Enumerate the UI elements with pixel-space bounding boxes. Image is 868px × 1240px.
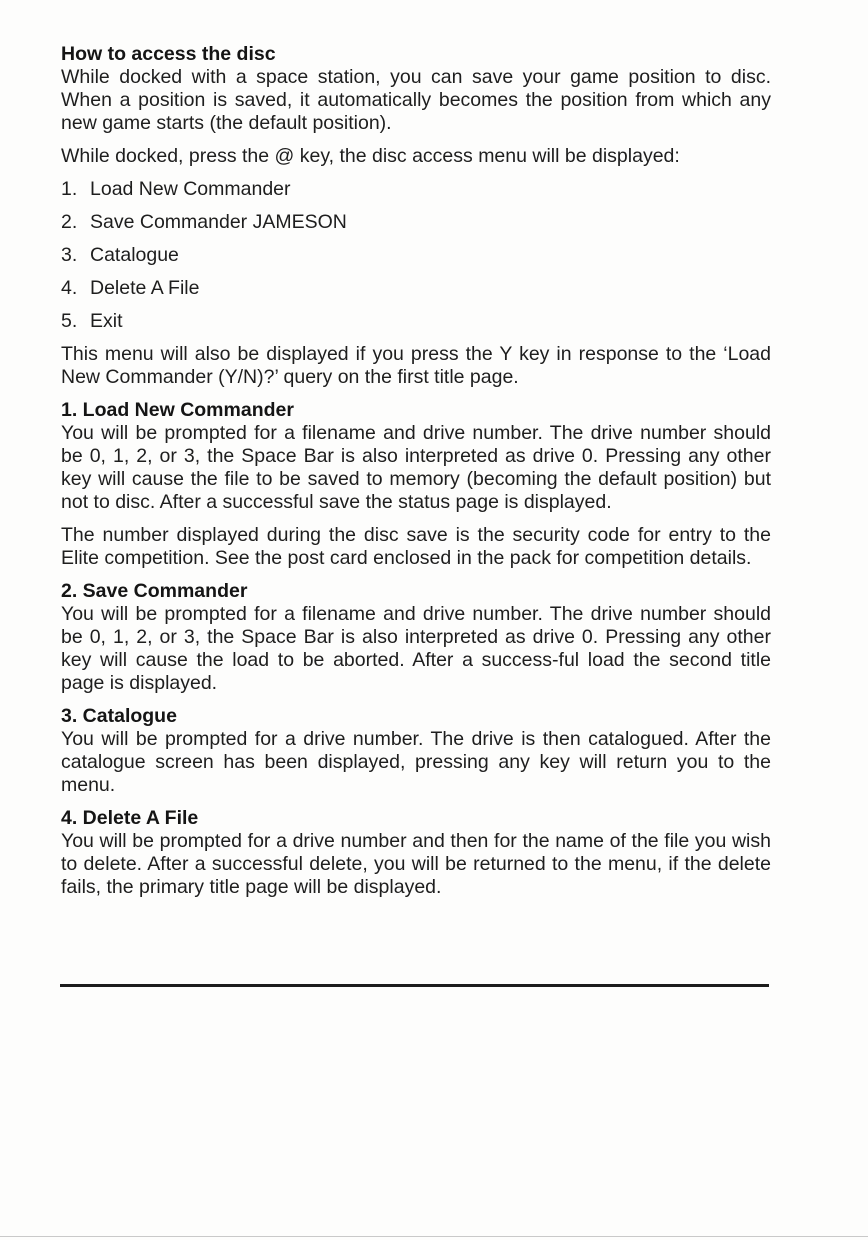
section-load-new-commander: [61, 399, 771, 570]
menu-item: [61, 244, 771, 267]
menu-item-number: 3.: [61, 244, 78, 266]
section-save-commander: [61, 580, 771, 695]
intro-heading: How to access the disc: [61, 43, 276, 65]
section-paragraph: The number displayed during the disc save is the security code for entry to the Elite competition. See the post card enclosed in the pack for competition details.: [61, 524, 771, 569]
section-heading: 4. Delete A File: [61, 807, 199, 829]
intro-instruction: While docked, press the @ key, the disc access menu will be displayed:: [61, 145, 680, 167]
intro-paragraph: While docked with a space station, you can save your game position to disc. When a position is saved, it automatically becomes the position from which any new game starts (the default position).: [61, 66, 771, 134]
menu-item: [61, 310, 771, 333]
menu-item: [61, 211, 771, 234]
disc-menu-list: [61, 178, 771, 333]
section-heading: 2. Save Commander: [61, 580, 248, 602]
horizontal-rule: [60, 984, 769, 987]
menu-item: [61, 178, 771, 201]
section-delete-a-file: [61, 807, 771, 899]
page-content: [61, 43, 771, 909]
section-paragraph: You will be prompted for a drive number and then for the name of the file you wish to delete. After a successful delete, you will be returned to the menu, if the delete fails, the primary title page will be displayed.: [61, 830, 771, 898]
menu-item-label: Exit: [90, 310, 123, 332]
menu-item-number: 2.: [61, 211, 78, 233]
section-heading: 1. Load New Commander: [61, 399, 294, 421]
menu-item-number: 5.: [61, 310, 78, 332]
section-paragraph: You will be prompted for a filename and drive number. The drive number should be 0, 1, 2, or 3, the Space Bar is also interpreted as drive 0. Pressing any other key will cause the file to be saved to memory (becoming the default position) but not to disc. After a successful save the status page is displayed.: [61, 422, 771, 513]
section-paragraph: You will be prompted for a drive number. The drive is then catalogued. After the catalogue screen has been displayed, pressing any key will return you to the menu.: [61, 728, 771, 796]
section-heading: 3. Catalogue: [61, 705, 177, 727]
menu-item: [61, 277, 771, 300]
section-paragraph: You will be prompted for a filename and drive number. The drive number should be 0, 1, 2, or 3, the Space Bar is also interpreted as drive 0. Pressing any other key will cause the load to be aborted. After a success-ful load the second title page is displayed.: [61, 603, 771, 694]
menu-item-label: Load New Commander: [90, 178, 291, 200]
menu-item-number: 1.: [61, 178, 78, 200]
menu-item-label: Save Commander JAMESON: [90, 211, 347, 233]
page-edge-line: [0, 1236, 868, 1237]
menu-item-number: 4.: [61, 277, 78, 299]
menu-note: This menu will also be displayed if you press the Y key in response to the ‘Load New Commander (Y/N)?’ query on the first title page.: [61, 343, 771, 388]
menu-item-label: Delete A File: [90, 277, 200, 299]
menu-item-label: Catalogue: [90, 244, 179, 266]
section-catalogue: [61, 705, 771, 797]
